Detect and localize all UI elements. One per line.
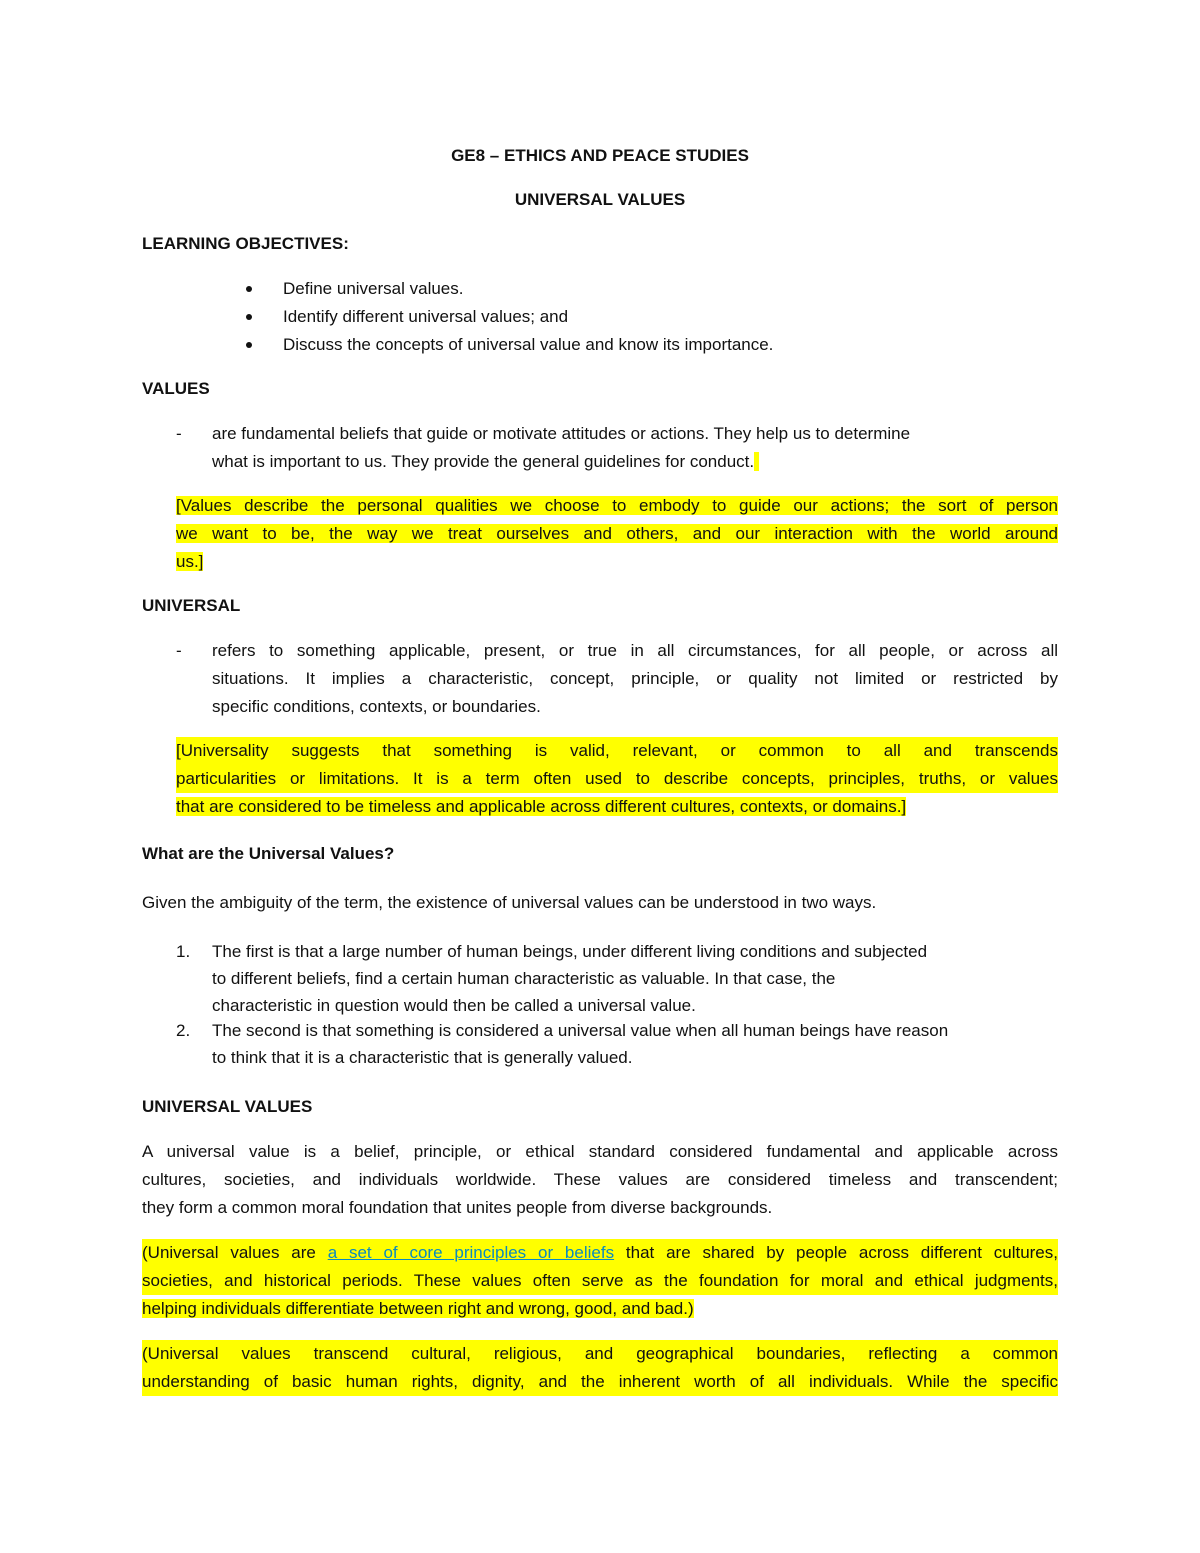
universal-values-highlight-line: societies, and historical periods. These values often serve as the foundation for moral and ethical judgments, bbox=[142, 1267, 1058, 1295]
universal-values-paragraph-line: they form a common moral foundation that unites people from diverse backgrounds. bbox=[142, 1198, 773, 1217]
list-number: 2. bbox=[176, 1021, 191, 1040]
universal-values-heading: UNIVERSAL VALUES bbox=[142, 1097, 313, 1116]
objective-item: Identify different universal values; and bbox=[283, 307, 569, 326]
values-heading: VALUES bbox=[142, 379, 210, 398]
universal-definition-line: specific conditions, contexts, or boundaries. bbox=[212, 697, 541, 716]
universal-values-highlight-line: (Universal values transcend cultural, religious, and geographical boundaries, reflecting a common bbox=[142, 1340, 1058, 1368]
universal-values-paragraph-line: cultures, societies, and individuals worldwide. These values are considered timeless and transcendent; bbox=[142, 1170, 1058, 1189]
universal-values-highlight-line: (Universal values are a set of core principles or beliefs that are shared by people across different cultures, bbox=[142, 1239, 1058, 1267]
objective-item: Discuss the concepts of universal value and know its importance. bbox=[283, 335, 774, 354]
list-item-line: characteristic in question would then be called a universal value. bbox=[212, 996, 696, 1015]
dash-marker: - bbox=[176, 424, 182, 443]
document-title: GE8 – ETHICS AND PEACE STUDIES bbox=[451, 146, 749, 165]
universal-highlight-line: particularities or limitations. It is a term often used to describe concepts, principles, truths, or values bbox=[176, 765, 1058, 793]
values-definition-line: what is important to us. They provide the general guidelines for conduct. bbox=[212, 448, 759, 476]
objectives-heading: LEARNING OBJECTIVES: bbox=[142, 234, 349, 253]
universal-heading: UNIVERSAL bbox=[142, 596, 241, 615]
universal-highlight-line: [Universality suggests that something is valid, relevant, or common to all and transcends bbox=[176, 737, 1058, 765]
bullet-icon bbox=[246, 342, 252, 348]
universal-definition-line: situations. It implies a characteristic, concept, principle, or quality not limited or restricted by bbox=[212, 669, 1058, 688]
values-highlight-line: us.] bbox=[176, 552, 204, 571]
document-subtitle: UNIVERSAL VALUES bbox=[514, 190, 686, 209]
bullet-icon bbox=[246, 286, 252, 292]
universal-values-highlight-line: helping individuals differentiate between right and wrong, good, and bad.) bbox=[142, 1299, 694, 1318]
universal-definition-line: refers to something applicable, present, or true in all circumstances, for all people, or across all bbox=[212, 641, 1058, 660]
universal-highlight-line: that are considered to be timeless and applicable across different cultures, contexts, or domains.] bbox=[176, 797, 907, 816]
what-are-heading: What are the Universal Values? bbox=[142, 844, 395, 863]
list-item-line: The second is that something is considered a universal value when all human beings have reason bbox=[212, 1021, 949, 1040]
core-principles-link[interactable]: a set of core principles or beliefs bbox=[327, 1243, 615, 1262]
list-item-line: The first is that a large number of human beings, under different living conditions and subjected bbox=[212, 942, 928, 961]
list-number: 1. bbox=[176, 942, 191, 961]
values-definition-line: are fundamental beliefs that guide or motivate attitudes or actions. They help us to determine bbox=[212, 424, 911, 443]
universal-values-highlight-line: understanding of basic human rights, dignity, and the inherent worth of all individuals. While the specific bbox=[142, 1368, 1058, 1396]
list-item-line: to different beliefs, find a certain human characteristic as valuable. In that case, the bbox=[212, 969, 836, 988]
dash-marker: - bbox=[176, 641, 182, 660]
what-are-intro: Given the ambiguity of the term, the existence of universal values can be understood in two ways. bbox=[142, 893, 877, 912]
universal-values-paragraph-line: A universal value is a belief, principle, or ethical standard considered fundamental and applicable across bbox=[142, 1142, 1058, 1161]
values-highlight-line: we want to be, the way we treat ourselves and others, and our interaction with the world around bbox=[176, 524, 1058, 543]
values-highlight-line: [Values describe the personal qualities we choose to embody to guide our actions; the sort of person bbox=[176, 496, 1058, 515]
list-item-line: to think that it is a characteristic that is generally valued. bbox=[212, 1048, 633, 1067]
objective-item: Define universal values. bbox=[283, 279, 464, 298]
bullet-icon bbox=[246, 314, 252, 320]
